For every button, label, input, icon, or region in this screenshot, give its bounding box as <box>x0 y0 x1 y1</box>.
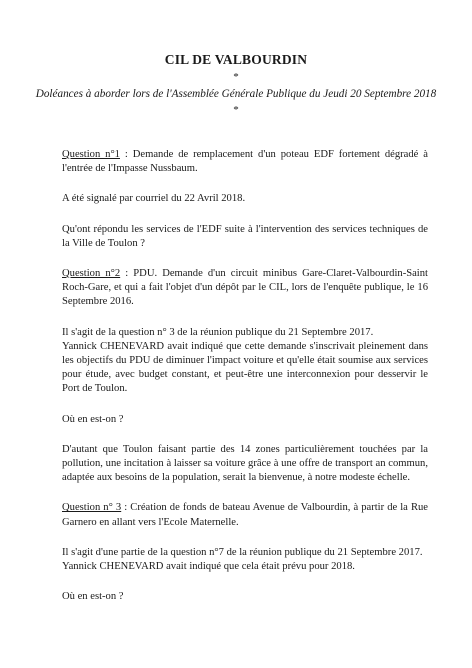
question-2-text: : PDU. Demande d'un circuit minibus Gare-Claret-Valbourdin-Saint Roch-Gare, et qui a fait l'objet d'un dépôt par le CIL, lors de l'enquête publique, le 16 Septembre 2016. <box>62 268 428 308</box>
question-3 <box>62 501 428 529</box>
document-subtitle: Doléances à aborder lors de l'Assemblée Générale Publique du Jeudi 20 Septembre 2018 <box>35 88 437 100</box>
document-title: CIL DE VALBOURDIN <box>164 52 308 67</box>
question-2-label: Question n°2 <box>62 268 121 280</box>
question-3-paragraph-a: Il s'agit d'une partie de la question n°7 de la réunion publique du 21 Septembre 2017. <box>62 546 423 558</box>
document-body <box>62 148 428 620</box>
question-3-status-question: Où en est-on ? <box>62 591 124 603</box>
question-2 <box>62 267 428 310</box>
question-2-paragraph-c: D'autant que Toulon faisant partie des 14 zones particulièrement touchées par la pollution, une incitation à laisser sa voiture grâce à une offre de transport an commun, adaptée aux besoins de la population, serait la bienvenue, à notre modeste échelle. <box>62 443 428 484</box>
question-3-text: : Création de fonds de bateau Avenue de Valbourdin, à partir de la Rue Garnero en allant vers l'Ecole Maternelle. <box>62 502 429 528</box>
question-1-label: Question n°1 <box>62 149 120 160</box>
question-3-paragraph-b: Yannick CHENEVARD avait indiqué que cela était prévu pour 2018. <box>62 561 355 573</box>
question-2-status-question: Où en est-on ? <box>62 413 124 425</box>
question-3-label: Question n° 3 <box>62 502 122 514</box>
question-1 <box>62 148 428 176</box>
question-1-text: : Demande de remplacement d'un poteau EDF fortement dégradé à l'entrée de l'Impasse Nussbaum. <box>62 149 428 175</box>
question-2-paragraph-a: Il s'agit de la question n° 3 de la réunion publique du 21 Septembre 2017. <box>62 326 374 338</box>
question-1-paragraph-1: A été signalé par courriel du 22 Avril 2018. <box>62 193 246 205</box>
question-1-paragraph-2: Qu'ont répondu les services de l'EDF suite à l'intervention des services techniques de la Ville de Toulon ? <box>62 223 428 249</box>
question-2-paragraph-b: Yannick CHENEVARD avait indiqué que cette demande s'inscrivait pleinement dans les objectifs du PDU de diminuer l'impact voiture et qu'elle était soumise aux services pour étude, avec budget constant, et peut-être une interconnexion pour desservir le Port de Toulon. <box>62 340 428 395</box>
title-separator-star: * <box>233 71 239 83</box>
subtitle-separator-star: * <box>233 104 239 116</box>
